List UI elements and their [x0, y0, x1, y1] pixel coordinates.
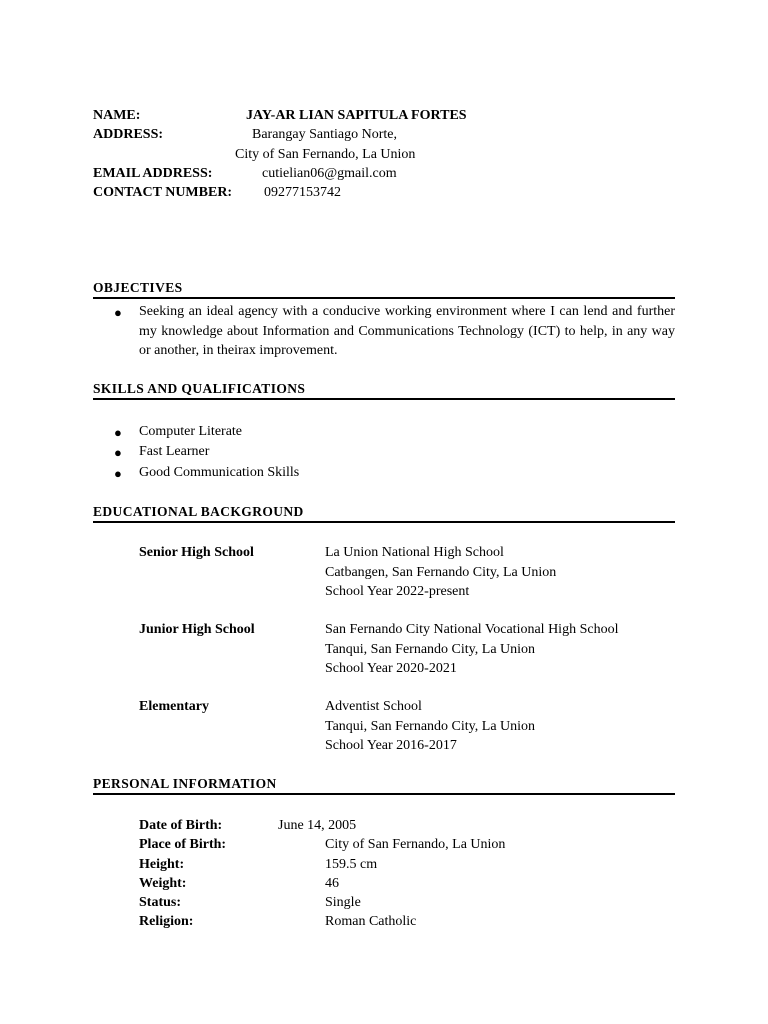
email-label: EMAIL ADDRESS:	[93, 166, 213, 181]
skills-divider	[93, 398, 675, 400]
skill-item: Good Communication Skills	[139, 465, 300, 480]
education-location: Tanqui, San Fernando City, La Union	[325, 642, 536, 657]
personal-label: Date of Birth:	[139, 818, 223, 833]
education-divider	[93, 521, 675, 523]
bullet-icon: ●	[114, 445, 122, 460]
objective-text: Seeking an ideal agency with a conducive working environment where I can lend and further my knowledge about Information and Communications Technology (ICT) to help, in any way or another, in theirax improvement.	[139, 304, 675, 358]
education-year: School Year 2022-present	[325, 584, 470, 599]
personal-label: Status:	[139, 895, 182, 910]
education-level: Senior High School	[139, 545, 254, 560]
education-year: School Year 2016-2017	[325, 738, 457, 753]
education-location: Catbangen, San Fernando City, La Union	[325, 565, 557, 580]
objectives-heading: OBJECTIVES	[93, 280, 183, 295]
personal-value: City of San Fernando, La Union	[325, 837, 506, 852]
education-school: San Fernando City National Vocational High School	[325, 622, 619, 637]
education-level: Elementary	[139, 699, 209, 714]
skill-item: Fast Learner	[139, 444, 210, 459]
education-school: Adventist School	[325, 699, 422, 714]
personal-value: 159.5 cm	[325, 857, 378, 872]
name-value: JAY-AR LIAN SAPITULA FORTES	[246, 108, 467, 123]
personal-label: Place of Birth:	[139, 837, 227, 852]
education-level: Junior High School	[139, 622, 255, 637]
bullet-icon: ●	[114, 425, 122, 440]
personal-info-heading: PERSONAL INFORMATION	[93, 776, 277, 791]
email-value: cutielian06@gmail.com	[262, 166, 397, 181]
name-label: NAME:	[93, 108, 141, 123]
skill-item: Computer Literate	[139, 424, 243, 439]
education-year: School Year 2020-2021	[325, 661, 457, 676]
bullet-icon: ●	[114, 305, 122, 320]
education-heading: EDUCATIONAL BACKGROUND	[93, 504, 304, 519]
bullet-icon: ●	[114, 466, 122, 481]
personal-label: Height:	[139, 857, 185, 872]
personal-value: Roman Catholic	[325, 914, 417, 929]
contact-value: 09277153742	[264, 185, 341, 200]
education-school: La Union National High School	[325, 545, 504, 560]
objectives-divider	[93, 297, 675, 299]
education-location: Tanqui, San Fernando City, La Union	[325, 719, 536, 734]
skills-heading: SKILLS AND QUALIFICATIONS	[93, 381, 306, 396]
address-label: ADDRESS:	[93, 127, 164, 142]
personal-info-divider	[93, 793, 675, 795]
personal-label: Weight:	[139, 876, 187, 891]
address-line-1: Barangay Santiago Norte,	[252, 127, 398, 142]
personal-value: 46	[325, 876, 339, 891]
address-line-2: City of San Fernando, La Union	[235, 147, 416, 162]
personal-label: Religion:	[139, 914, 194, 929]
personal-value: Single	[325, 895, 361, 910]
personal-value: June 14, 2005	[278, 818, 357, 833]
contact-label: CONTACT NUMBER:	[93, 185, 233, 200]
